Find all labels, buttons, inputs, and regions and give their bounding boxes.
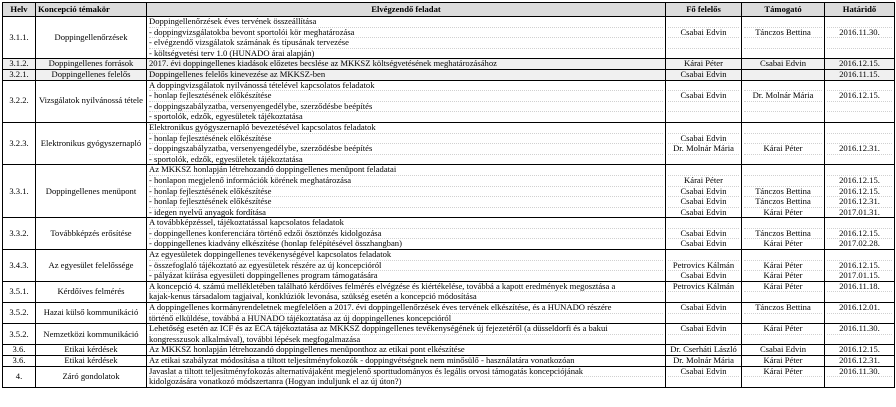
responsible-cell-line: Csabai Edvin — [668, 187, 739, 198]
supporter-cell-line — [744, 49, 822, 59]
deadline-cell-line: 2016.12.15. — [827, 91, 892, 102]
plan-sheet — [2, 2, 894, 405]
deadline-cell-line: 2017.01.15. — [839, 270, 880, 281]
supporter-cell — [742, 17, 825, 59]
supporter-cell — [742, 250, 825, 282]
supporter-cell-line: Kárai Péter — [763, 206, 803, 217]
supporter-cell — [742, 303, 825, 324]
supporter-cell-line: Kárai Péter — [744, 144, 822, 155]
table-row — [3, 218, 895, 250]
deadline-cell — [825, 17, 895, 59]
deadline-cell-line: 2016.11.18. — [827, 282, 892, 293]
deadline-cell-line — [827, 335, 892, 345]
task-cell-line: - elvégzendő vizsgálatok számának és típusának tervezése — [149, 38, 663, 49]
supporter-cell-line: Tánczos Bettina — [744, 187, 822, 198]
deadline-cell-line: 2016.12.31. — [827, 144, 892, 155]
task-cell-line: A doppingellenes kormányrendeletnek megfelelően a 2017. évi doppingellenőrzések éves tervének elkészítése, és a HUNADO részére — [149, 303, 663, 314]
task-cell-line: - honlap fejlesztésének előkészítése — [149, 91, 663, 102]
deadline-cell-line: 2016.11.30. — [827, 324, 892, 335]
responsible-cell-line — [668, 17, 739, 28]
row-topic: Etikai kérdések — [36, 345, 147, 356]
task-cell — [147, 324, 666, 345]
responsible-cell-line: Csabai Edvin — [680, 206, 727, 217]
task-cell-line: - sportolók, edzők, egyesületek tájékoztatása — [149, 153, 303, 164]
task-cell-line: kongresszusok alkalmával), további lépések megfogalmazása — [149, 333, 361, 344]
task-cell-line: 2017. évi doppingellenes kiadások előzetes becslése az MKKSZ költségvetésének meghatározásához — [149, 58, 497, 69]
task-cell-line: Az etikai szabályzat módosítása a tiltott teljesítményfokozók - doppingvétségnek nem minősülő - használatára vonatkozóan — [149, 355, 575, 365]
row-number: 3.6. — [3, 345, 36, 356]
responsible-cell-line: Csabai Edvin — [668, 28, 739, 39]
header-topic: Koncepció témakör — [36, 3, 147, 17]
responsible-cell-line — [668, 377, 739, 387]
header-supporter: Támogató — [742, 3, 825, 17]
task-cell — [147, 59, 666, 70]
row-topic: Doppingellenes menüpont — [36, 165, 147, 218]
responsible-cell-line: Csabai Edvin — [680, 69, 727, 79]
deadline-cell-line: 2016.12.15. — [827, 229, 892, 240]
responsible-cell-line: Dr. Molnár Mária — [668, 144, 739, 155]
header-responsible: Fő felelős — [666, 3, 742, 17]
responsible-cell-line: Csabai Edvin — [668, 303, 739, 314]
responsible-cell-line — [668, 38, 739, 49]
supporter-cell-line — [744, 102, 822, 113]
task-cell — [147, 165, 666, 218]
deadline-cell — [825, 80, 895, 122]
deadline-cell-line: 2017.02.28. — [839, 238, 880, 249]
deadline-cell — [825, 250, 895, 282]
responsible-cell-line: Csabai Edvin — [668, 324, 739, 335]
responsible-cell-line — [668, 102, 739, 113]
header-helv: Helv — [3, 3, 36, 17]
row-topic: Elektronikus gyógyszernapló — [36, 122, 147, 164]
deadline-cell — [825, 69, 895, 80]
responsible-cell — [666, 69, 742, 80]
supporter-cell-line — [744, 176, 822, 187]
task-cell-line: - pályázat kiírása egyesületi doppingellenes program támogatására — [149, 270, 378, 281]
supporter-cell-line: Kárai Péter — [744, 282, 822, 293]
task-cell — [147, 122, 666, 164]
row-number: 3.3.1. — [3, 165, 36, 218]
responsible-cell-line: Csabai Edvin — [680, 270, 727, 281]
responsible-cell — [666, 356, 742, 367]
task-cell-line: - összefoglaló tájékoztató az egyesületek részére az új koncepcióról — [149, 261, 663, 272]
responsible-cell — [666, 80, 742, 122]
table-row — [3, 59, 895, 70]
responsible-cell-line: Petrovics Kálmán — [668, 261, 739, 272]
task-cell — [147, 356, 666, 367]
row-topic: Kérdőíves felmérés — [36, 281, 147, 302]
deadline-cell-line: 2016.11.30. — [827, 367, 892, 378]
supporter-cell-line — [744, 155, 822, 165]
responsible-cell-line — [668, 155, 739, 165]
responsible-cell-line: Csabai Edvin — [680, 238, 727, 249]
deadline-cell-line: 2016.12.15. — [839, 344, 880, 355]
deadline-cell-line: 2016.11.30. — [827, 28, 892, 39]
supporter-cell — [742, 165, 825, 218]
task-cell-line: A doppingvizsgálatok nyilvánossá tételével kapcsolatos feladatok — [149, 81, 663, 92]
task-cell — [147, 250, 666, 282]
deadline-cell-line: 2016.12.31. — [827, 197, 892, 208]
task-cell-line: Doppingellenes felelős kinevezése az MKKSZ-ben — [149, 69, 326, 79]
deadline-cell-line — [827, 102, 892, 113]
row-topic: Doppingellenes források — [36, 59, 147, 70]
responsible-cell-line — [668, 335, 739, 345]
responsible-cell-line: Kárai Péter — [668, 176, 739, 187]
deadline-cell — [825, 218, 895, 250]
task-cell — [147, 80, 666, 122]
row-topic: Doppingellenőrzések — [36, 17, 147, 59]
supporter-cell-line — [744, 314, 822, 324]
supporter-cell-line — [744, 38, 822, 49]
task-cell — [147, 69, 666, 80]
task-cell-line: A továbbképzéssel, tájékoztatással kapcsolatos feladatok — [149, 218, 663, 229]
deadline-cell-line: 2016.12.01. — [827, 303, 892, 314]
row-topic: Hazai külső kommunikáció — [36, 303, 147, 324]
supporter-cell-line — [744, 70, 822, 80]
supporter-cell-line: Kárai Péter — [744, 367, 822, 378]
task-cell-line: Doppingellenőrzések éves tervének összeállítása — [149, 17, 663, 28]
supporter-cell-line: Tánczos Bettina — [744, 303, 822, 314]
deadline-cell-line — [827, 49, 892, 59]
supporter-cell-line: Csabai Edvin — [759, 58, 807, 69]
table-row — [3, 281, 895, 302]
task-cell — [147, 281, 666, 302]
deadline-cell — [825, 303, 895, 324]
task-cell-line: - doppingszabályzatba, versenyengedélybe, szerződésbe beépítés — [149, 102, 663, 113]
task-cell-line: Lehetőség esetén az ICF és az ECA tájékoztatása az MKKSZ doppingellenes tevékenységének új fejezetéről (a düsseldorfi és a bakui — [149, 324, 663, 335]
table-row — [3, 303, 895, 324]
row-number: 3.2.3. — [3, 122, 36, 164]
task-cell-line: - sportolók, edzők, egyesületek tájékoztatása — [149, 111, 303, 122]
deadline-cell — [825, 345, 895, 356]
row-number: 3.5.1. — [3, 281, 36, 302]
task-cell-line: Elektronikus gyógyszernapló bevezetésével kapcsolatos feladatok — [149, 123, 663, 134]
row-topic: Záró gondolatok — [36, 366, 147, 387]
task-cell-line: - doppingellenes konferenciára történő edzői ösztönzés kidolgozása — [149, 229, 663, 240]
supporter-cell-line: Kárai Péter — [763, 270, 803, 281]
deadline-cell — [825, 356, 895, 367]
row-number: 3.5.2. — [3, 303, 36, 324]
responsible-cell — [666, 250, 742, 282]
task-cell-line: - idegen nyelvű anyagok fordítása — [149, 206, 266, 217]
row-number: 3.2.2. — [3, 80, 36, 122]
supporter-cell — [742, 356, 825, 367]
task-cell-line: Az egyesületek doppingellenes tevékenységével kapcsolatos feladatok — [149, 250, 663, 261]
deadline-cell-line — [827, 292, 892, 302]
deadline-cell — [825, 366, 895, 387]
task-table — [2, 2, 895, 388]
supporter-cell-line: Kárai Péter — [744, 261, 822, 272]
table-row — [3, 324, 895, 345]
responsible-cell — [666, 218, 742, 250]
row-number: 3.6. — [3, 356, 36, 367]
deadline-cell-line — [827, 314, 892, 324]
responsible-cell-line: Csabai Edvin — [668, 197, 739, 208]
table-row — [3, 250, 895, 282]
supporter-cell-line: Csabai Edvin — [759, 344, 807, 355]
task-cell-line: - doppingszabályzatba, versenyengedélybe, szerződésbe beépítés — [149, 144, 663, 155]
responsible-cell — [666, 324, 742, 345]
deadline-cell-line — [827, 123, 892, 134]
table-row — [3, 345, 895, 356]
supporter-cell — [742, 80, 825, 122]
task-cell-line: Az MKKSZ honlapján létrehozandó doppingellenes menüponthoz az etikai pont elkészítése — [149, 344, 465, 355]
task-cell-line: - költségvetési terv 1.0 (HUNADO árai alapján) — [149, 47, 315, 58]
deadline-cell-line — [827, 17, 892, 28]
responsible-cell — [666, 345, 742, 356]
task-cell-line: - honlap fejlesztésének előkészítése — [149, 134, 663, 145]
task-cell-line: - honlap fejlesztésének előkészítése — [149, 187, 663, 198]
task-cell-line: A koncepció 4. számú mellékletében található kérdőíves felmérés elvégzése és kiértékelése, továbbá a kapott eredmények megosztása a — [149, 282, 663, 293]
deadline-cell — [825, 281, 895, 302]
supporter-cell-line — [744, 17, 822, 28]
supporter-cell — [742, 366, 825, 387]
row-topic: Nemzetközi kommunikáció — [36, 324, 147, 345]
responsible-cell-line — [668, 112, 739, 122]
deadline-cell-line: 2016.12.15. — [827, 176, 892, 187]
deadline-cell-line: 2016.12.15. — [827, 261, 892, 272]
table-row — [3, 17, 895, 59]
responsible-cell-line — [668, 123, 739, 134]
supporter-cell-line — [744, 335, 822, 345]
responsible-cell — [666, 303, 742, 324]
responsible-cell-line: Dr. Molnár Mária — [673, 355, 734, 365]
row-topic: Etikai kérdések — [36, 356, 147, 367]
deadline-cell — [825, 122, 895, 164]
task-cell — [147, 345, 666, 356]
supporter-cell — [742, 122, 825, 164]
responsible-cell-line: Petrovics Kálmán — [668, 282, 739, 293]
table-row — [3, 356, 895, 367]
deadline-cell-line: 2016.12.31. — [839, 355, 880, 365]
supporter-cell — [742, 59, 825, 70]
row-number: 4. — [3, 366, 36, 387]
task-cell-line: kajak-kenus társadalom tagjaival, konklúziók levonása, szükség esetén a koncepció módosítása — [149, 291, 477, 302]
task-cell — [147, 366, 666, 387]
task-cell — [147, 218, 666, 250]
header-task: Elvégzendő feladat — [147, 3, 666, 17]
supporter-cell-line: Tánczos Bettina — [744, 197, 822, 208]
deadline-cell-line — [827, 377, 892, 387]
supporter-cell-line — [744, 165, 822, 176]
table-body — [3, 17, 895, 388]
task-cell-line: - honlap fejlesztésének előkészítése — [149, 197, 663, 208]
responsible-cell-line: Csabai Edvin — [668, 91, 739, 102]
responsible-cell-line: Csabai Edvin — [668, 134, 739, 145]
supporter-cell-line: Dr. Molnár Mária — [744, 91, 822, 102]
row-number: 3.1.1. — [3, 17, 36, 59]
responsible-cell — [666, 366, 742, 387]
responsible-cell — [666, 281, 742, 302]
responsible-cell — [666, 165, 742, 218]
task-cell-line: történő elküldése, továbbá a HUNADO tájékoztatása az új doppingellenes koncepcióról — [149, 312, 452, 323]
row-topic: Doppingellenes felelős — [36, 69, 147, 80]
deadline-cell-line: 2016.12.15. — [827, 187, 892, 198]
supporter-cell-line — [744, 377, 822, 387]
supporter-cell — [742, 281, 825, 302]
table-row — [3, 69, 895, 80]
task-cell — [147, 17, 666, 59]
task-cell-line: - doppingvizsgálatokba bevont sportolói kör meghatározása — [149, 28, 663, 39]
responsible-cell-line — [668, 292, 739, 302]
row-number: 3.2.1. — [3, 69, 36, 80]
row-number: 3.5.2. — [3, 324, 36, 345]
deadline-cell — [825, 165, 895, 218]
deadline-cell-line — [827, 38, 892, 49]
table-row — [3, 80, 895, 122]
supporter-cell-line — [744, 292, 822, 302]
responsible-cell-line: Kárai Péter — [684, 58, 723, 69]
task-cell-line: Javaslat a tiltott teljesítményfokozás alternatívájaként megjelenő sporttudományos és legális orvosi támogatás koncepciójának — [149, 367, 663, 378]
row-topic: Továbbképzés erősítése — [36, 218, 147, 250]
supporter-cell — [742, 218, 825, 250]
deadline-cell — [825, 324, 895, 345]
responsible-cell-line: Csabai Edvin — [668, 229, 739, 240]
deadline-cell — [825, 59, 895, 70]
table-row — [3, 122, 895, 164]
supporter-cell — [742, 69, 825, 80]
supporter-cell-line: Tánczos Bettina — [744, 28, 822, 39]
supporter-cell — [742, 345, 825, 356]
row-topic: Vizsgálatok nyilvánossá tétele — [36, 80, 147, 122]
row-number: 3.3.2. — [3, 218, 36, 250]
supporter-cell-line: Kárai Péter — [763, 238, 803, 249]
header-deadline: Határidő — [825, 3, 895, 17]
responsible-cell — [666, 59, 742, 70]
row-number: 3.1.2. — [3, 59, 36, 70]
task-cell-line: Az MKKSZ honlapján létrehozandó doppingellenes menüpont feladatai — [149, 165, 663, 176]
supporter-cell-line — [744, 123, 822, 134]
task-cell — [147, 303, 666, 324]
deadline-cell-line — [827, 155, 892, 165]
responsible-cell — [666, 17, 742, 59]
supporter-cell-line: Kárai Péter — [744, 324, 822, 335]
task-cell-line: - honlapon megjelenő információk körének meghatározása — [149, 176, 663, 187]
task-cell-line: - doppingellenes kiadvány elkészítése (honlap felépítésével összhangban) — [149, 238, 402, 249]
deadline-cell-line: 2016.12.15. — [839, 58, 880, 69]
table-row — [3, 366, 895, 387]
responsible-cell-line: Csabai Edvin — [668, 367, 739, 378]
row-topic: Az egyesület felelőssége — [36, 250, 147, 282]
supporter-cell-line: Kárai Péter — [763, 355, 803, 365]
supporter-cell — [742, 324, 825, 345]
responsible-cell — [666, 122, 742, 164]
deadline-cell-line — [827, 112, 892, 122]
responsible-cell-line — [668, 49, 739, 59]
table-row — [3, 165, 895, 218]
responsible-cell-line — [668, 314, 739, 324]
header-row — [3, 3, 895, 17]
deadline-cell-line: 2017.01.31. — [839, 206, 880, 217]
row-number: 3.4.3. — [3, 250, 36, 282]
task-cell-line: kidolgozására vonatkozó módszertanra (Hogyan induljunk el az új úton?) — [149, 376, 402, 387]
responsible-cell-line: Dr. Cserháti László — [670, 344, 737, 355]
deadline-cell-line: 2016.11.15. — [839, 69, 880, 79]
supporter-cell-line — [744, 112, 822, 122]
supporter-cell-line: Tánczos Bettina — [744, 229, 822, 240]
